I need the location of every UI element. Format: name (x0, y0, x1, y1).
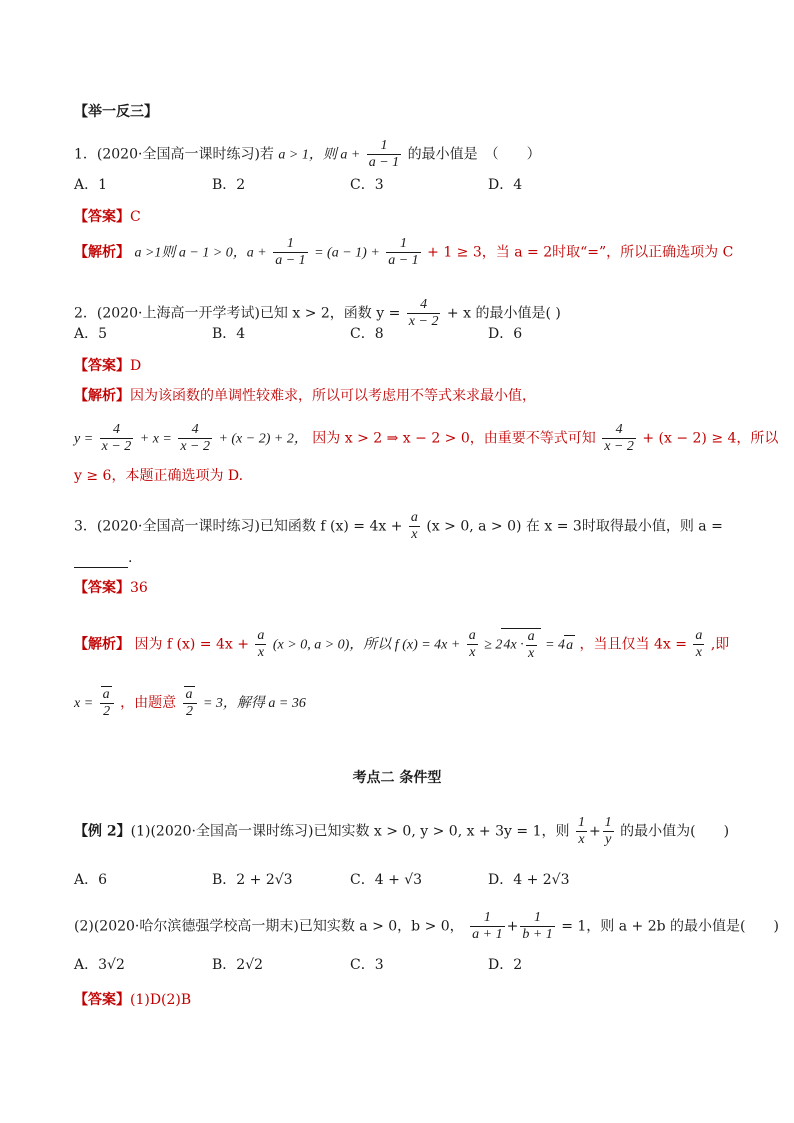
q2-analysis-line-1: 【解析】因为该函数的单调性较难求，所以可以考虑用不等式来求最小值， (74, 388, 536, 404)
q2-analysis-frac-3: $\frac{4}{x - 2}$ (604, 422, 634, 454)
ex2-p1-option-b: B．2 + 2√3 (212, 872, 293, 888)
q1-fraction: $\frac{1}{a - 1}$ (368, 138, 400, 170)
q3-analysis-line-1: 【解析】 因为 f (x) = 4x + $\frac{a}{x}$ (x > 0, a > 0)，所以 f (x) = 4x + $\frac{a}{x}$ ≥ 24x · $\frac{a}{x}$ = 4a ，当且仅当 4x = $\frac{a}{x}$ ,即 (74, 628, 730, 661)
q1-option-b: B．2 (212, 177, 246, 193)
q2-option-a: A．5 (74, 326, 108, 342)
q1-cond: a > 1，则 a + (278, 147, 361, 163)
ex2-p1-option-d: D．4 + 2√3 (488, 872, 570, 888)
ex2-p2-option-a: A．3√2 (74, 957, 125, 973)
q3-an-frac-5: $\frac{a}{2}$ (183, 686, 197, 720)
ex2-frac-1y: $\frac{1}{y}$ (604, 815, 612, 847)
ex2-frac-1x: $\frac{1}{x}$ (577, 815, 585, 847)
q3-an-frac-2: $\frac{a}{x}$ (468, 628, 476, 661)
q3-an-frac-1: $\frac{a}{x}$ (257, 628, 265, 661)
ex2-p1-option-a: A．6 (74, 872, 108, 888)
q3-an-frac-3: $\frac{a}{x}$ (695, 628, 703, 661)
q3-answer-blank[interactable] (74, 553, 128, 568)
q1-analysis: 【解析】 a >1则 a − 1 > 0，a + $\frac{1}{a - 1}$ = (a − 1) + $\frac{1}{a - 1}$ + 1 ≥ 3，当 a = 2时取“=”，所以正确选项为 C (74, 236, 734, 268)
q1-answer: 【答案】C (74, 209, 141, 225)
q3-blank-line: . (74, 548, 132, 568)
example-2-part-1: 【例 2】(1)(2020·全国高一课时练习)已知实数 x > 0, y > 0, x + 3y = 1，则 $\frac{1}{x}$ + $\frac{1}{y}$ 的最小值为( ) (74, 815, 730, 847)
q3-answer: 【答案】36 (74, 580, 148, 596)
section-header: 【举一反三】 (74, 104, 158, 120)
q2-option-d: D．6 (488, 326, 523, 342)
q2-analysis-line-3: y ≥ 6，本题正确选项为 D. (74, 468, 244, 484)
ex2-p1-option-c: C．4 + √3 (350, 872, 423, 888)
q2-analysis-frac-2: $\frac{4}{x - 2}$ (180, 422, 210, 454)
ex2-frac-b1: $\frac{1}{b + 1}$ (522, 910, 553, 942)
q2-analysis-line-2: y = $\frac{4}{x - 2}$ + x = $\frac{4}{x - 2}$ + (x − 2) + 2， 因为 x > 2 ⇒ x − 2 > 0，由重要不等式可知 $\frac{4}{x - 2}$ + (x − 2) ≥ 4，所以 (74, 422, 779, 454)
q2-option-b: B．4 (212, 326, 246, 342)
question-1 (74, 138, 541, 171)
q3-an-frac-4: $\frac{a}{2}$ (100, 686, 114, 720)
q2-answer: 【答案】D (74, 358, 142, 374)
q1-stem: 1．(2020·全国高一课时练习)若 (74, 146, 274, 163)
ex2-p2-option-c: C．3 (350, 957, 384, 973)
question-3: 3．(2020·全国高一课时练习)已知函数 f (x) = 4x + $\frac{a}{x}$ (x > 0, a > 0) 在 x = 3时取得最小值，则 a = (74, 510, 723, 542)
q1-tail: 的最小值是 （ ） (407, 146, 541, 163)
example-2-answer: 【答案】(1)D(2)B (74, 992, 192, 1008)
q2-analysis-frac-1: $\frac{4}{x - 2}$ (101, 422, 132, 454)
question-2: 2．(2020·上海高一开学考试)已知 x > 2，函数 y = $\frac{4}{x - 2}$ + x 的最小值是( ) (74, 297, 561, 329)
q3-an-sqrt-1: 4x · $\frac{a}{x}$ (501, 628, 540, 662)
q3-analysis-line-2: x = $\frac{a}{2}$ ，由题意 $\frac{a}{2}$ = 3，解得 a = 36 (74, 687, 306, 719)
q1-option-c: C．3 (350, 177, 384, 193)
q3-fraction: $\frac{a}{x}$ (410, 510, 418, 542)
q2-fraction: $\frac{4}{x - 2}$ (408, 297, 439, 329)
q1-analysis-frac-1: $\frac{1}{a - 1}$ (275, 236, 306, 268)
q3-an-sqrt-2: a (564, 635, 575, 656)
q1-option-a: A．1 (74, 177, 108, 193)
q2-option-c: C．8 (350, 326, 384, 342)
ex2-p2-option-d: D．2 (488, 957, 523, 973)
ex2-frac-a1: $\frac{1}{a + 1}$ (472, 910, 503, 942)
example-2-part-2: (2)(2020·哈尔滨德强学校高一期末)已知实数 a > 0，b > 0， $\frac{1}{a + 1}$ + $\frac{1}{b + 1}$ = 1，则 a + 2b 的最小值是( ) (74, 910, 779, 942)
q1-analysis-frac-2: $\frac{1}{a - 1}$ (388, 236, 419, 268)
ex2-p2-option-b: B．2√2 (212, 957, 264, 973)
q1-option-d: D．4 (488, 177, 523, 193)
section-2-title: 考点二 条件型 (352, 770, 442, 786)
